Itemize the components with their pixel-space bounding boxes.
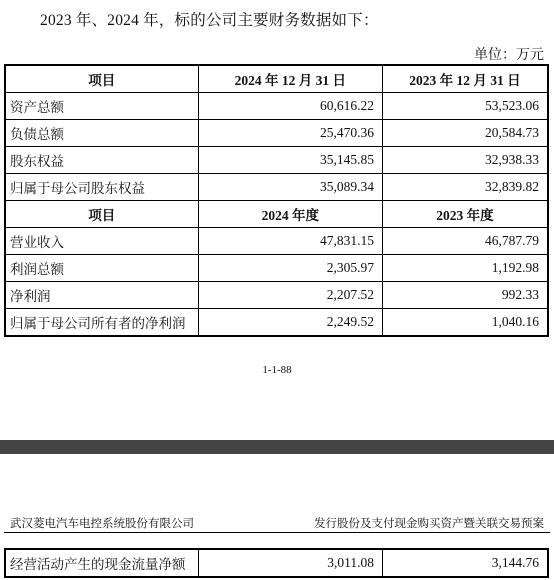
header-item: 项目	[5, 201, 198, 228]
value-2023: 32,839.82	[382, 174, 548, 201]
value-2024: 2,207.52	[198, 282, 382, 309]
value-2023: 1,192.98	[382, 255, 548, 282]
balance-header-row	[5, 65, 548, 93]
value-2023: 992.33	[382, 282, 548, 309]
intro-paragraph: 2023 年、2024 年，标的公司主要财务数据如下：	[40, 12, 379, 29]
table-row	[5, 120, 548, 147]
value-2023: 20,584.73	[382, 120, 548, 147]
row-label: 负债总额	[5, 120, 198, 147]
header-2024-year: 2024 年度	[198, 201, 382, 228]
row-label: 归属于母公司所有者的净利润	[5, 309, 198, 337]
page-number: 1-1-88	[262, 364, 292, 376]
value-2024: 60,616.22	[198, 93, 382, 120]
value-2024: 25,470.36	[198, 120, 382, 147]
financial-data-table	[4, 64, 549, 337]
header-2024-end: 2024 年 12 月 31 日	[198, 65, 382, 93]
table-row	[5, 93, 548, 120]
value-2023: 53,523.06	[382, 93, 548, 120]
row-label: 营业收入	[5, 228, 198, 255]
value-2023: 32,938.33	[382, 147, 548, 174]
header-2023-end: 2023 年 12 月 31 日	[382, 65, 548, 93]
row-label: 利润总额	[5, 255, 198, 282]
table-row	[5, 549, 548, 577]
value-2023: 46,787.79	[382, 228, 548, 255]
row-label: 资产总额	[5, 93, 198, 120]
table-row	[5, 309, 548, 337]
table-row	[5, 174, 548, 201]
table-row	[5, 228, 548, 255]
income-header-row	[5, 201, 548, 228]
header-item: 项目	[5, 65, 198, 93]
value-2023: 3,144.76	[383, 549, 548, 577]
value-2024: 2,305.97	[198, 255, 382, 282]
row-label: 净利润	[5, 282, 198, 309]
row-label: 归属于母公司股东权益	[5, 174, 198, 201]
continued-table	[4, 548, 549, 578]
header-2023-year: 2023 年度	[382, 201, 548, 228]
table-row	[5, 255, 548, 282]
table-row	[5, 147, 548, 174]
value-2024: 35,145.85	[198, 147, 382, 174]
row-label: 股东权益	[5, 147, 198, 174]
row-label: 经营活动产生的现金流量净额	[5, 549, 198, 577]
company-name-header: 武汉菱电汽车电控系统股份有限公司	[10, 518, 194, 530]
value-2024: 2,249.52	[198, 309, 382, 337]
value-2024: 47,831.15	[198, 228, 382, 255]
value-2023: 1,040.16	[382, 309, 548, 337]
value-2024: 3,011.08	[198, 549, 382, 577]
unit-label: 单位：万元	[474, 48, 544, 63]
header-rule	[4, 532, 550, 533]
page-separator	[0, 440, 554, 454]
table-row	[5, 282, 548, 309]
document-title-header: 发行股份及支付现金购买资产暨关联交易预案	[314, 518, 544, 530]
value-2024: 35,089.34	[198, 174, 382, 201]
